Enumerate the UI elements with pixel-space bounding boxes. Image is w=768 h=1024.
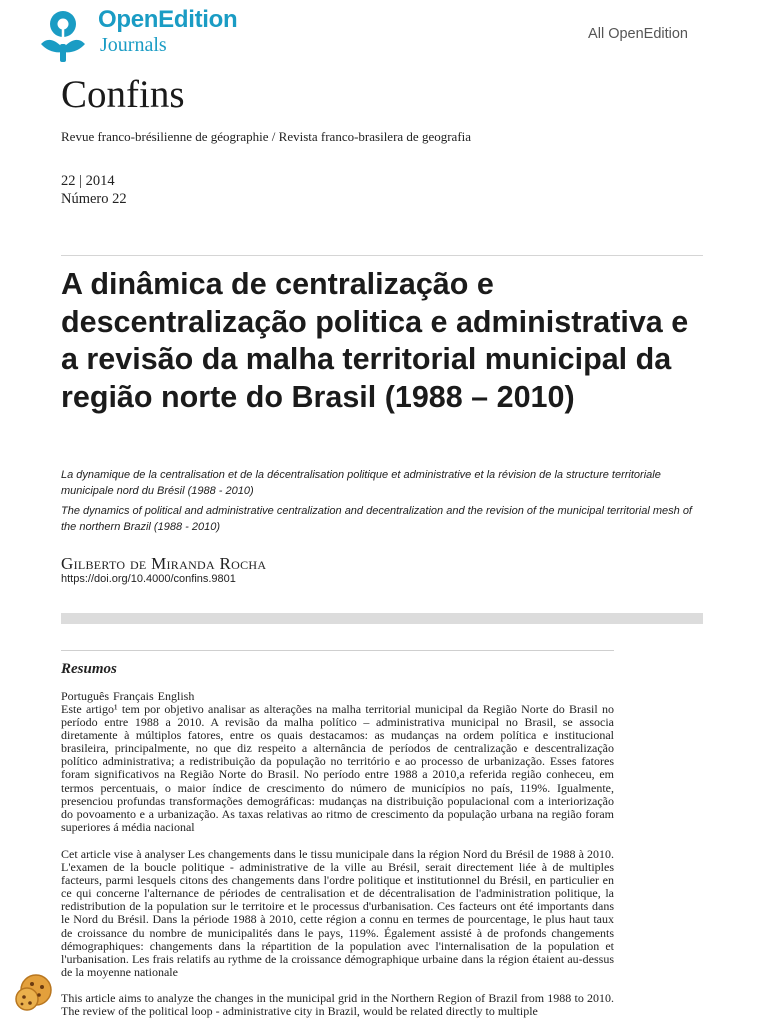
article-title-fr: La dynamique de la centralisation et de la décentralisation politique et administrative et la révision de la structure territoriale municipale nord du Brésil (1988 - 2010): [61, 469, 661, 497]
issue-year[interactable]: 22 | 2014: [61, 173, 115, 189]
language-link-pt[interactable]: Português: [61, 689, 109, 703]
site-header: [0, 0, 768, 70]
brand-name[interactable]: OpenEdition: [98, 6, 238, 33]
language-link-fr[interactable]: Français: [113, 689, 154, 703]
abstract-pt: Este artigo¹ tem por objetivo analisar as alterações na malha territorial municipal da Região Norte do Brasil no período entre 1988 a 2010. A revisão da malha político – administrativa municipal no Brasil, se associa diretamente à múltiplos fatores, entre os quais destacamos: as mudanças na ordem política e institucional brasileira, principalmente, no que diz respeito a alternância de períodos de centralização e descentralização político administrativa; a redistribuição da população no território e ao processo de urbanização. Esses fatores foram significativos na Região Norte do Brasil. No período entre 1988 a 2010,a referida região conheceu, em termos percentuais, o maior índice de crescimento do número de municípios no país, 119%. Igualmente, presenciou profundas transformações demográficas: mudanças na distribuição populacional com a interiorização do povoamento e a urbanização. As taxas relativas ao ritmo de crescimento da população urbana na região foram superiores á média nacional: [61, 702, 614, 834]
author-name[interactable]: Gilberto de Miranda Rocha: [61, 554, 267, 573]
all-openedition-link[interactable]: All OpenEdition: [588, 26, 688, 42]
doi-link[interactable]: https://doi.org/10.4000/confins.9801: [61, 573, 236, 585]
cookie-icon[interactable]: [14, 972, 54, 1012]
article-title-en: The dynamics of political and administrative centralization and decentralization and the revision of the municipal territorial mesh of the northern Brazil (1988 - 2010): [61, 505, 692, 533]
article-title: A dinâmica de centralização e descentralização politica e administrativa e a revisão da malha territorial municipal da região norte do Brasil (1988 – 2010): [61, 267, 689, 414]
abstract-en: This article aims to analyze the changes in the municipal grid in the Northern Region of Brazil from 1988 to 2010. The review of the political loop - administrative city in Brazil, would be related directly to multiple: [61, 991, 614, 1019]
brand-subtitle[interactable]: Journals: [100, 34, 167, 56]
toolbar-bar: [61, 613, 703, 624]
issue-number[interactable]: Número 22: [61, 191, 127, 207]
journal-title[interactable]: Confins: [61, 73, 185, 116]
language-link-en[interactable]: English: [157, 689, 195, 703]
abstracts-heading: Resumos: [61, 661, 117, 677]
openedition-logo-icon[interactable]: [38, 8, 88, 64]
divider: [61, 650, 614, 651]
abstract-fr: Cet article vise à analyser Les changements dans le tissu municipale dans la région Nord du Brésil de 1988 à 2010. L'examen de la boucle politique - administrative de la ville au Brésil, serait directement liée à de multiples facteurs, parmi lesquels citons des changements dans l'ordre politique et institutionnel du Brésil, en particulier en ce qui concerne l'alternance de périodes de centralisation et de décentralisation de l'administration politique, la redistribution de la population sur le territoire et le processus d'urbanisation. Ces facteurs ont été importants dans le Nord du Brésil. Dans la période 1988 à 2010, cette région a connu en termes de pourcentage, le plus haut taux de croissance du nombre de municipalités dans le pays, 119%. Également assisté à de profonds changements démographiques: changements dans la répartition de la population avec l'internalisation de la population et l'urbanisation. Les frais relatifs au rythme de la croissance démographique urbaine dans la région étaient au-dessus de la moyenne nationale: [61, 847, 614, 979]
journal-subtitle: Revue franco-brésilienne de géographie / Revista franco-brasilera de geografia: [61, 129, 472, 144]
divider: [61, 255, 703, 256]
issue-info: [61, 172, 127, 208]
